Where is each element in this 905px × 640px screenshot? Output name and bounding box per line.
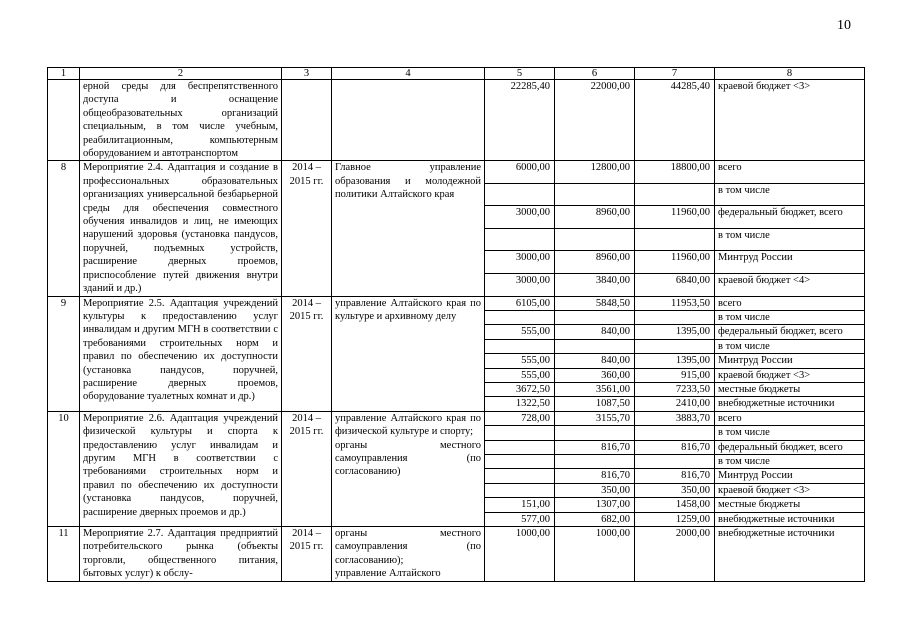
amount-2014: [485, 426, 555, 440]
column-header: 6: [555, 68, 635, 80]
amount-2015: 8960,00: [555, 251, 635, 274]
amount-2015: [555, 426, 635, 440]
header-row: [48, 68, 865, 80]
row-number: 10: [48, 411, 80, 526]
amount-2014: 6105,00: [485, 296, 555, 310]
amount-2014: 151,00: [485, 498, 555, 512]
amount-total: 11953,50: [635, 296, 715, 310]
funding-source: всего: [715, 411, 865, 425]
amount-total: [635, 426, 715, 440]
amount-total: [635, 183, 715, 206]
funding-source: краевой бюджет <3>: [715, 483, 865, 497]
amount-2014: 555,00: [485, 325, 555, 339]
measure-description: Мероприятие 2.5. Адаптация учреждений культуры к предоставлению услуг инвалидам и другим МГН в соответствии с требованиями строительных норм и правил по обеспечению их доступности (установка пандусов, поручней, расширение дверных проемов, оборудование туалетных комнат и др.): [80, 296, 282, 411]
column-header: 5: [485, 68, 555, 80]
column-header: 2: [80, 68, 282, 80]
amount-total: 1458,00: [635, 498, 715, 512]
table-row: [48, 527, 865, 582]
amount-2015: [555, 339, 635, 353]
amount-total: 44285,40: [635, 80, 715, 161]
amount-2015: 350,00: [555, 483, 635, 497]
funding-source: в том числе: [715, 426, 865, 440]
amount-total: 816,70: [635, 469, 715, 483]
funding-source: федеральный бюджет, всего: [715, 325, 865, 339]
amount-2015: 8960,00: [555, 206, 635, 229]
amount-2015: [555, 310, 635, 324]
amount-2014: [485, 440, 555, 454]
years-cell: [282, 80, 332, 161]
funding-source: местные бюджеты: [715, 382, 865, 396]
amount-2015: [555, 454, 635, 468]
amount-2015: [555, 228, 635, 251]
executor-cell: управление Алтайского края по физической культуре и спорту; органы местного самоуправления (по согласованию): [332, 411, 485, 526]
amount-total: 11960,00: [635, 251, 715, 274]
funding-source: федеральный бюджет, всего: [715, 440, 865, 454]
amount-2014: [485, 228, 555, 251]
funding-source: краевой бюджет <4>: [715, 273, 865, 296]
funding-source: Минтруд России: [715, 469, 865, 483]
amount-2015: 1307,00: [555, 498, 635, 512]
amount-2015: 682,00: [555, 512, 635, 526]
measure-description: Мероприятие 2.4. Адаптация и создание в профессиональных образовательных организациях универсальной безбарьерной среды для обеспечения совместного обучения инвалидов и лиц, не имеющих нарушений здоровья (установка пандусов, поручней, подъемных устройств, расширение дверных проемов, приспособление путей движения внутри зданий и др.): [80, 161, 282, 296]
funding-source: Минтруд России: [715, 251, 865, 274]
amount-2014: 6000,00: [485, 161, 555, 184]
amount-2014: 3672,50: [485, 382, 555, 396]
amount-2015: 360,00: [555, 368, 635, 382]
amount-2015: 816,70: [555, 469, 635, 483]
amount-2015: [555, 183, 635, 206]
column-header: 1: [48, 68, 80, 80]
amount-total: 816,70: [635, 440, 715, 454]
amount-2014: 1322,50: [485, 397, 555, 411]
amount-2015: 5848,50: [555, 296, 635, 310]
amount-total: 18800,00: [635, 161, 715, 184]
amount-2015: 3561,00: [555, 382, 635, 396]
amount-2014: 3000,00: [485, 251, 555, 274]
years-cell: 2014 – 2015 гг.: [282, 161, 332, 296]
amount-2015: 816,70: [555, 440, 635, 454]
years-cell: 2014 – 2015 гг.: [282, 296, 332, 411]
funding-source: в том числе: [715, 454, 865, 468]
amount-2015: 840,00: [555, 325, 635, 339]
table-row: [48, 80, 865, 161]
funding-source: краевой бюджет <3>: [715, 80, 865, 161]
amount-2014: [485, 483, 555, 497]
executor-cell: управление Алтайского края по культуре и архивному делу: [332, 296, 485, 411]
amount-2014: 3000,00: [485, 273, 555, 296]
measure-description: ерной среды для беспрепятственного доступа и оснащение общеобразовательных организаций специальным, в том числе учебным, реабилитационным, компьютерным оборудованием и автотранспортом: [80, 80, 282, 161]
amount-2014: [485, 310, 555, 324]
executor-cell: органы местного самоуправления (по согласованию); управление Алтайского: [332, 527, 485, 582]
table-row: [48, 161, 865, 184]
years-cell: 2014 – 2015 гг.: [282, 527, 332, 582]
funding-source: внебюджетные источники: [715, 397, 865, 411]
amount-total: 3883,70: [635, 411, 715, 425]
funding-source: всего: [715, 296, 865, 310]
amount-total: 6840,00: [635, 273, 715, 296]
funding-source: местные бюджеты: [715, 498, 865, 512]
row-number: 8: [48, 161, 80, 296]
amount-total: 1395,00: [635, 325, 715, 339]
amount-2015: 840,00: [555, 354, 635, 368]
table-row: [48, 296, 865, 310]
amount-2014: [485, 454, 555, 468]
amount-total: 2410,00: [635, 397, 715, 411]
column-header: 7: [635, 68, 715, 80]
amount-2015: 3155,70: [555, 411, 635, 425]
measure-description: Мероприятие 2.7. Адаптация предприятий потребительского рынка (объекты торговли, общественного питания, бытовых услуг) к обслу-: [80, 527, 282, 582]
amount-2014: 555,00: [485, 354, 555, 368]
amount-total: 7233,50: [635, 382, 715, 396]
funding-source: в том числе: [715, 310, 865, 324]
amount-2015: 22000,00: [555, 80, 635, 161]
executor-cell: [332, 80, 485, 161]
amount-2014: [485, 339, 555, 353]
row-number: 11: [48, 527, 80, 582]
amount-2014: 3000,00: [485, 206, 555, 229]
measures-table: [47, 67, 865, 582]
amount-total: 11960,00: [635, 206, 715, 229]
years-cell: 2014 – 2015 гг.: [282, 411, 332, 526]
amount-2014: 22285,40: [485, 80, 555, 161]
funding-source: в том числе: [715, 183, 865, 206]
funding-source: федеральный бюджет, всего: [715, 206, 865, 229]
amount-2014: [485, 183, 555, 206]
amount-2014: 577,00: [485, 512, 555, 526]
amount-2015: 1000,00: [555, 527, 635, 582]
amount-2015: 3840,00: [555, 273, 635, 296]
amount-total: 2000,00: [635, 527, 715, 582]
column-header: 3: [282, 68, 332, 80]
amount-total: [635, 228, 715, 251]
funding-source: всего: [715, 161, 865, 184]
amount-total: 915,00: [635, 368, 715, 382]
column-header: 4: [332, 68, 485, 80]
funding-source: внебюджетные источники: [715, 527, 865, 582]
amount-2014: [485, 469, 555, 483]
table-row: [48, 411, 865, 425]
amount-total: 350,00: [635, 483, 715, 497]
amount-2014: 555,00: [485, 368, 555, 382]
amount-2014: 1000,00: [485, 527, 555, 582]
funding-source: в том числе: [715, 339, 865, 353]
amount-2015: 12800,00: [555, 161, 635, 184]
amount-total: [635, 310, 715, 324]
amount-total: 1395,00: [635, 354, 715, 368]
funding-source: Минтруд России: [715, 354, 865, 368]
amount-2015: 1087,50: [555, 397, 635, 411]
funding-source: в том числе: [715, 228, 865, 251]
funding-source: внебюджетные источники: [715, 512, 865, 526]
row-number: [48, 80, 80, 161]
measure-description: Мероприятие 2.6. Адаптация учреждений физической культуры и спорта к предоставлению услуг инвалидам и другим МГН в соответствии с требованиями строительных норм и правил по обеспечению их доступности (установка пандусов, поручней, расширение дверных проемов и др.): [80, 411, 282, 526]
funding-source: краевой бюджет <3>: [715, 368, 865, 382]
amount-total: 1259,00: [635, 512, 715, 526]
amount-total: [635, 454, 715, 468]
amount-total: [635, 339, 715, 353]
column-header: 8: [715, 68, 865, 80]
row-number: 9: [48, 296, 80, 411]
amount-2014: 728,00: [485, 411, 555, 425]
page-number: 10: [837, 18, 851, 33]
executor-cell: Главное управление образования и молодежной политики Алтайского края: [332, 161, 485, 296]
